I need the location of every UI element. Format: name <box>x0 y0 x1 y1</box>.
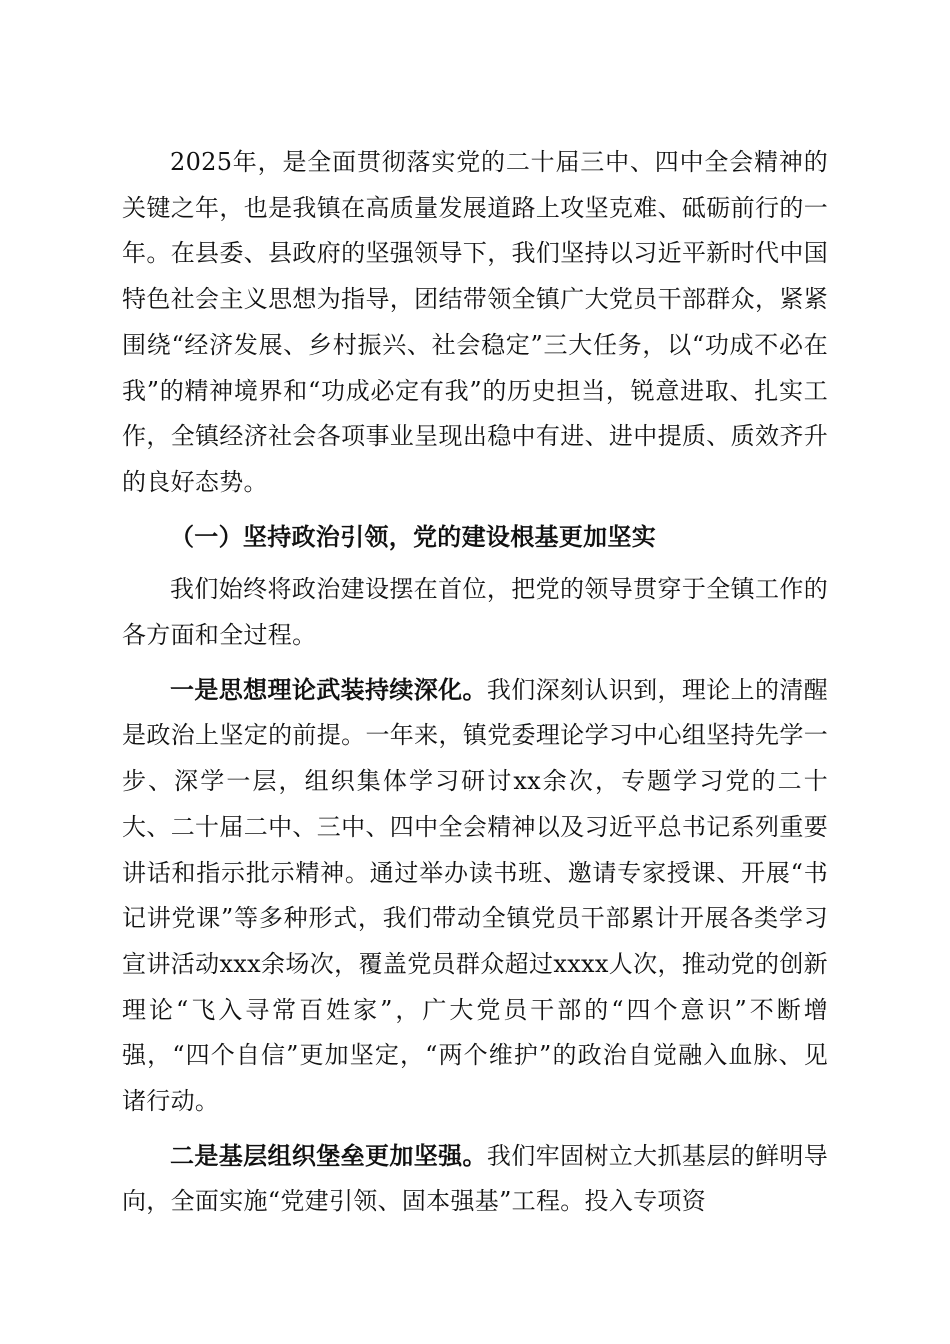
paragraph-political-lead <box>122 567 828 658</box>
paragraph-political-lead-text: 我们始终将政治建设摆在首位，把党的领导贯穿于全镇工作的各方面和全过程。 <box>122 575 828 650</box>
paragraph-intro <box>122 140 828 506</box>
paragraph-intro-text: 2025年，是全面贯彻落实党的二十届三中、四中全会精神的关键之年，也是我镇在高质量发展道路上攻坚克难、砥砺前行的一年。在县委、县政府的坚强领导下，我们坚持以习近平新时代中国特色社会主义思想为指导，团结带领全镇广大党员干部群众，紧紧围绕“经济发展、乡村振兴、社会稳定”三大任务，以“功成不必在我”的精神境界和“功成必定有我”的历史担当，锐意进取、扎实工作，全镇经济社会各项事业呈现出稳中有进、进中提质、质效齐升的良好态势。 <box>122 148 828 496</box>
paragraph-theory-text: 我们深刻认识到，理论上的清醒是政治上坚定的前提。一年来，镇党委理论学习中心组坚持先学一步、深学一层，组织集体学习研讨xx余次，专题学习党的二十大、二十届二中、三中、四中全会精神以及习近平总书记系列重要讲话和指示批示精神。通过举办读书班、邀请专家授课、开展“书记讲党课”等多种形式，我们带动全镇党员干部累计开展各类学习宣讲活动xxx余场次，覆盖党员群众超过xxxx人次，推动党的创新理论“飞入寻常百姓家”，广大党员干部的“四个意识”不断增强，“四个自信”更加坚定，“两个维护”的政治自觉融入血脉、见诸行动。 <box>122 675 829 1116</box>
paragraph-gap <box>122 559 828 567</box>
section-heading-1 <box>122 514 828 560</box>
paragraph-gap <box>122 659 828 667</box>
paragraph-gap <box>122 506 828 514</box>
paragraph-grassroots-lead: 二是基层组织堡垒更加坚强。 <box>170 1140 487 1170</box>
paragraph-grassroots-text: 我们牢固树立大抓基层的鲜明导向，全面实施“党建引领、固本强基”工程。投入专项资 <box>122 1141 829 1216</box>
paragraph-theory-lead: 一是思想理论武装持续深化。 <box>170 674 487 704</box>
paragraph-gap <box>122 1125 828 1133</box>
paragraph-theory <box>122 667 828 1125</box>
document-body <box>122 140 828 1225</box>
section-heading-1-text: （一）坚持政治引领，党的建设根基更加坚实 <box>170 521 656 551</box>
paragraph-grassroots <box>122 1133 828 1225</box>
